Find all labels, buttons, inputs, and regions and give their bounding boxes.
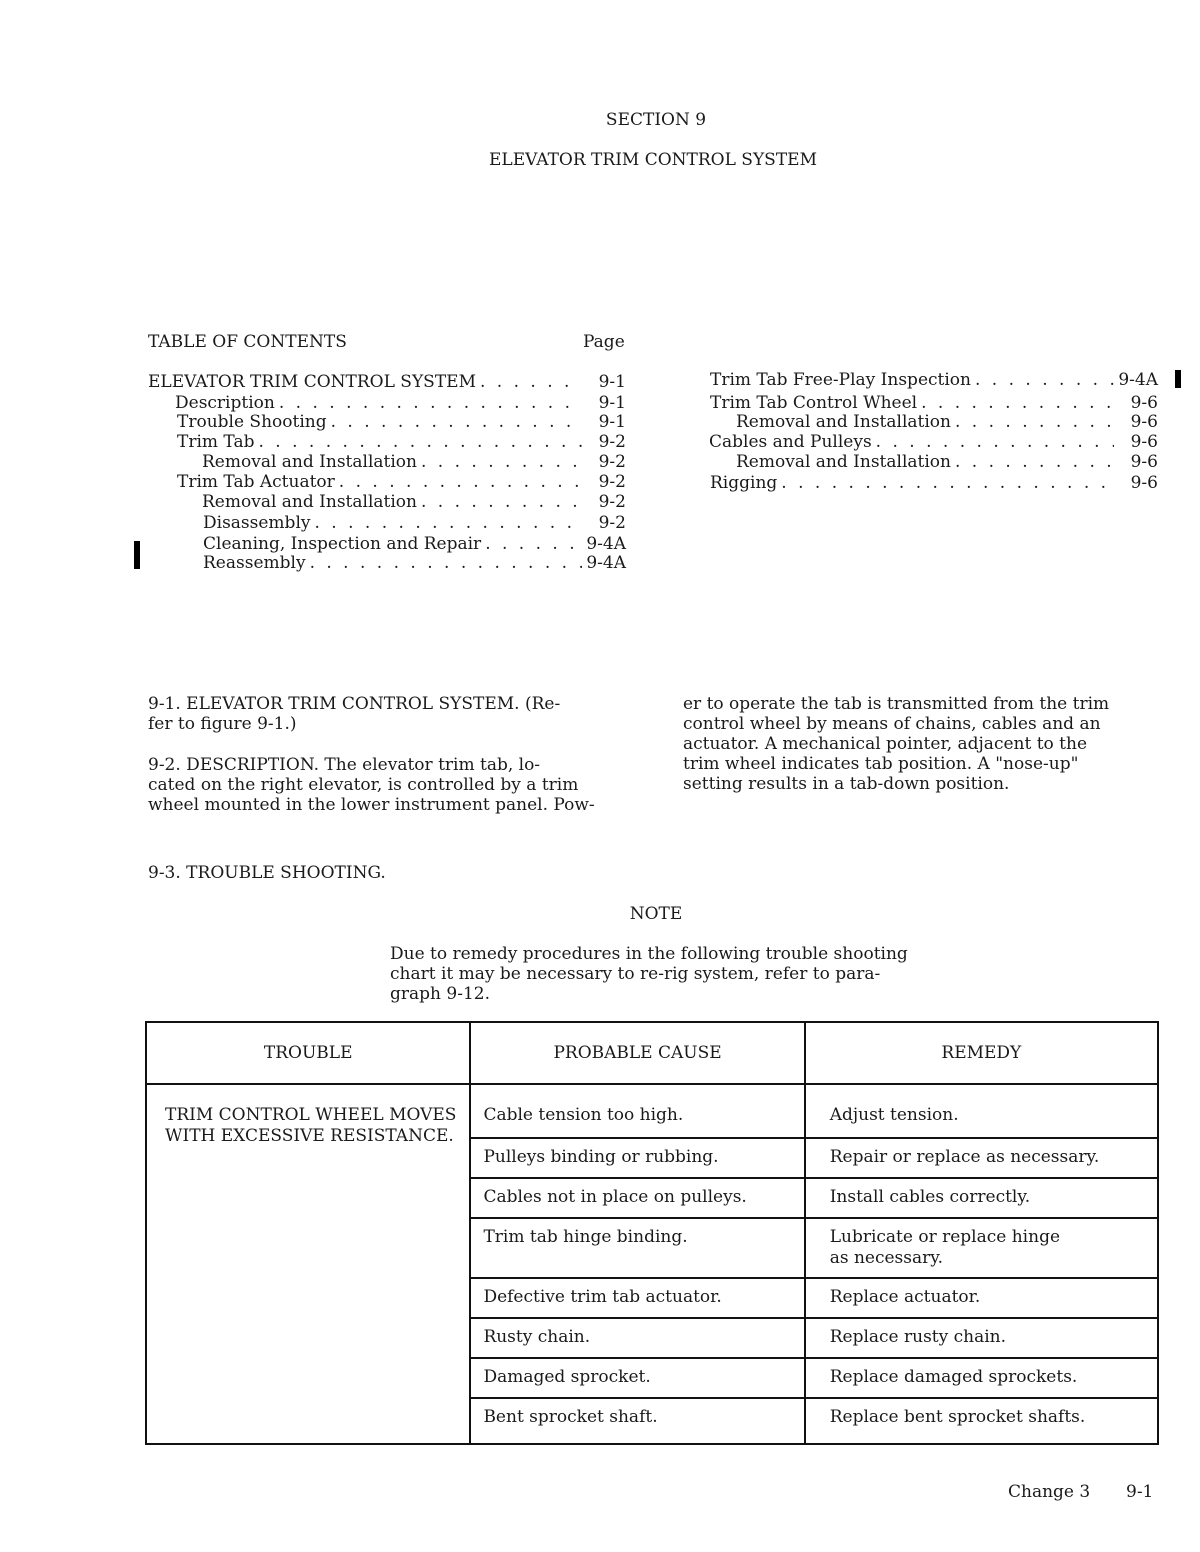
toc-entry[interactable] (736, 412, 1158, 432)
toc-entry[interactable] (203, 553, 626, 573)
toc-entry-page: 9-6 (1130, 393, 1158, 413)
toc-leader (421, 452, 582, 472)
text-line: graph 9-12. (390, 984, 490, 1004)
change-bar (1175, 370, 1181, 388)
text-line: Lubricate or replace hinge (829, 1227, 1061, 1247)
cause-cell: Damaged sprocket. (470, 1358, 804, 1398)
remedy-cell (805, 1398, 1158, 1444)
remedy-cell (805, 1178, 1158, 1218)
toc-leader (781, 473, 1114, 493)
toc-leader (310, 553, 582, 573)
text-line: chart it may be necessary to re-rig system, refer to para- (390, 964, 881, 984)
toc-entry-title: Trim Tab (177, 432, 255, 452)
text-line: fer to figure 9-1.) (148, 714, 297, 734)
toc-leader (955, 452, 1114, 472)
toc-leader (421, 492, 582, 512)
text-line: actuator. A mechanical pointer, adjacent to the (683, 734, 1088, 754)
remedy-cell (805, 1278, 1158, 1318)
toc-entry-title: Reassembly (203, 553, 306, 573)
toc-entry-page: 9-6 (1130, 432, 1158, 452)
toc-entry-page: 9-6 (1130, 412, 1158, 432)
toc-entry-title: Removal and Installation (736, 412, 951, 432)
toc-entry[interactable] (148, 372, 626, 392)
toc-entry-title: Trim Tab Free-Play Inspection (710, 370, 971, 390)
table-header-row (146, 1022, 1158, 1084)
toc-leader (876, 432, 1114, 452)
remedy-cell (805, 1084, 1158, 1138)
toc-entry-title: Removal and Installation (202, 452, 417, 472)
text-line: Repair or replace as necessary. (829, 1147, 1100, 1167)
toc-leader (485, 534, 582, 554)
text-line: setting results in a tab-down position. (683, 774, 1010, 794)
toc-entry[interactable] (709, 432, 1158, 452)
paragraph-9-2-continued (683, 694, 1109, 794)
remedy-cell (805, 1218, 1158, 1278)
toc-entry[interactable] (710, 393, 1158, 413)
toc-entry[interactable] (710, 370, 1158, 390)
text-line: Replace bent sprocket shafts. (829, 1407, 1086, 1427)
text-line: 9-2. DESCRIPTION. The elevator trim tab, lo- (148, 755, 541, 775)
toc-heading: TABLE OF CONTENTS (148, 332, 347, 352)
cause-cell: Rusty chain. (470, 1318, 804, 1358)
toc-entry-title: Disassembly (203, 513, 311, 533)
toc-entry[interactable] (202, 492, 626, 512)
page-title: ELEVATOR TRIM CONTROL SYSTEM (489, 150, 817, 170)
remedy-cell (805, 1318, 1158, 1358)
toc-entry-title: Removal and Installation (736, 452, 951, 472)
toc-page-label: Page (583, 332, 625, 352)
toc-entry-title: Removal and Installation (202, 492, 417, 512)
trouble-shooting-table (145, 1021, 1159, 1445)
table-row (146, 1084, 1158, 1138)
text-line: wheel mounted in the lower instrument panel. Pow- (148, 795, 595, 815)
footer-page-number: 9-1 (1126, 1482, 1154, 1502)
toc-entry-page: 9-2 (598, 492, 626, 512)
toc-entry[interactable] (203, 534, 626, 554)
toc-leader (314, 513, 582, 533)
toc-leader (339, 472, 582, 492)
text-line: Due to remedy procedures in the following trouble shooting (390, 944, 908, 964)
text-line: TRIM CONTROL WHEEL MOVES (165, 1105, 457, 1125)
toc-entry[interactable] (177, 412, 626, 432)
toc-leader (975, 370, 1114, 390)
text-line: Replace damaged sprockets. (829, 1367, 1078, 1387)
cause-cell: Bent sprocket shaft. (470, 1398, 804, 1444)
cause-cell: Cables not in place on pulleys. (470, 1178, 804, 1218)
text-line: as necessary. (829, 1248, 944, 1268)
note-text (390, 944, 908, 1004)
toc-entry[interactable] (177, 432, 626, 452)
text-line: Replace rusty chain. (829, 1327, 1007, 1347)
toc-entry-page: 9-2 (598, 513, 626, 533)
toc-leader (331, 412, 582, 432)
toc-entry[interactable] (175, 393, 626, 413)
toc-entry-title: Trouble Shooting (177, 412, 327, 432)
toc-leader (921, 393, 1114, 413)
toc-entry-title: Rigging (710, 473, 778, 493)
text-line: er to operate the tab is transmitted from the trim (683, 694, 1110, 714)
header-trouble: TROUBLE (146, 1022, 470, 1084)
toc-entry-page: 9-6 (1130, 452, 1158, 472)
text-line: 9-1. ELEVATOR TRIM CONTROL SYSTEM. (Re- (148, 694, 561, 714)
toc-entry-title: Trim Tab Control Wheel (710, 393, 918, 413)
footer-change: Change 3 (1008, 1482, 1091, 1502)
remedy-cell (805, 1358, 1158, 1398)
paragraph-9-2 (148, 755, 595, 815)
note-title: NOTE (629, 904, 683, 924)
toc-entry-page: 9-1 (598, 372, 626, 392)
toc-leader (258, 432, 582, 452)
section-number: SECTION 9 (605, 110, 707, 130)
toc-leader (480, 372, 582, 392)
text-line: control wheel by means of chains, cables and an (683, 714, 1101, 734)
header-remedy: REMEDY (805, 1022, 1158, 1084)
text-line: Adjust tension. (829, 1105, 959, 1125)
cause-cell: Pulleys binding or rubbing. (470, 1138, 804, 1178)
cause-cell: Cable tension too high. (470, 1084, 804, 1138)
toc-entry-title: Cables and Pulleys (709, 432, 872, 452)
paragraph-9-1 (148, 694, 560, 734)
toc-leader (279, 393, 582, 413)
toc-entry-page: 9-2 (598, 472, 626, 492)
text-line: trim wheel indicates tab position. A "nose-up" (683, 754, 1079, 774)
cause-cell: Trim tab hinge binding. (470, 1218, 804, 1278)
paragraph-9-3-heading: 9-3. TROUBLE SHOOTING. (148, 863, 386, 883)
change-bar (134, 541, 140, 569)
toc-entry-page: 9-1 (598, 393, 626, 413)
toc-entry[interactable] (736, 452, 1158, 472)
toc-entry[interactable] (203, 513, 626, 533)
toc-entry-title: Cleaning, Inspection and Repair (203, 534, 482, 554)
toc-leader (955, 412, 1114, 432)
cause-cell: Defective trim tab actuator. (470, 1278, 804, 1318)
toc-entry-page: 9-2 (598, 432, 626, 452)
toc-entry-title: ELEVATOR TRIM CONTROL SYSTEM (148, 372, 476, 392)
text-line: WITH EXCESSIVE RESISTANCE. (165, 1126, 454, 1146)
toc-entry-page: 9-4A (1118, 370, 1158, 390)
text-line: Install cables correctly. (829, 1187, 1031, 1207)
toc-entry-page: 9-2 (598, 452, 626, 472)
trouble-cell (146, 1084, 470, 1444)
toc-entry-page: 9-6 (1130, 473, 1158, 493)
toc-entry[interactable] (710, 473, 1158, 493)
toc-entry-page: 9-1 (598, 412, 626, 432)
text-line: Replace actuator. (829, 1287, 981, 1307)
toc-entry-page: 9-4A (586, 534, 626, 554)
toc-entry-title: Trim Tab Actuator (177, 472, 335, 492)
toc-entry-page: 9-4A (586, 553, 626, 573)
text-line: cated on the right elevator, is controlled by a trim (148, 775, 579, 795)
toc-entry[interactable] (177, 472, 626, 492)
toc-entry[interactable] (202, 452, 626, 472)
header-probable-cause: PROBABLE CAUSE (470, 1022, 804, 1084)
toc-entry-title: Description (175, 393, 275, 413)
remedy-cell (805, 1138, 1158, 1178)
